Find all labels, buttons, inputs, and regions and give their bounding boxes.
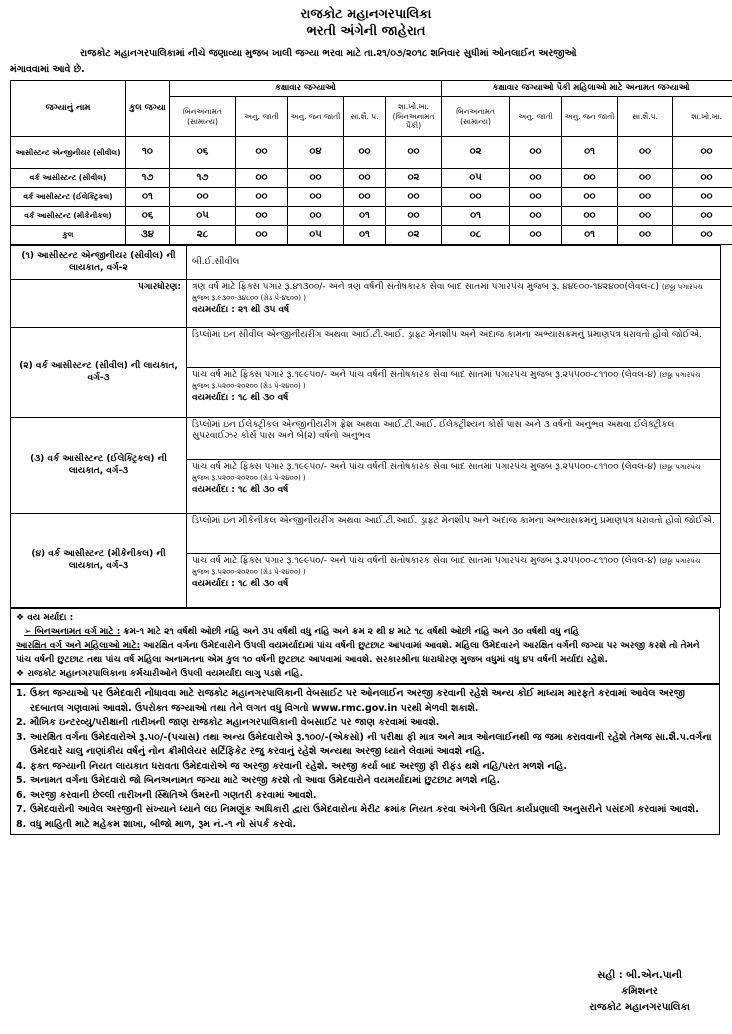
- count-cell: ૦૧: [562, 226, 618, 245]
- signature-designation: કમિશનર: [621, 986, 658, 997]
- group-1-header: કક્ષાવાર જગ્યાઓ: [170, 81, 442, 97]
- post-1-pay-note: (છઠ્ઠા પગારપંચ મુજબ રૂ.૯૩૦૦-૩૪૮૦૦ (ગ્રેડ પે-૪૬૦૦) ): [192, 283, 703, 303]
- note-item: [16, 789, 714, 804]
- count-cell: ૦૧: [344, 226, 386, 245]
- post-4-label: (૪) વર્ક આસીસ્ટન્ટ (મીકેનીકલ) ની લાયકાત, વર્ગ-૩: [11, 514, 187, 608]
- count-cell: ૦૮: [442, 226, 510, 245]
- sub-header: શા.ખો.ખા. (બિનઅનામત પૈકી): [386, 97, 442, 137]
- post-name-cell: વર્ક આસીસ્ટન્ટ (સીવીલ): [11, 169, 126, 188]
- title-line-1: રાજકોટ મહાનગરપાલિકા: [300, 7, 432, 22]
- col-total-header: કુલ જગ્યા: [126, 81, 170, 137]
- note-item: [16, 760, 714, 775]
- count-cell: ૦૨: [386, 169, 442, 188]
- note-item: [16, 731, 714, 760]
- count-cell: ૦૫: [170, 207, 236, 226]
- post-2-pay: [187, 368, 721, 418]
- intro-text: [10, 46, 722, 78]
- post-3-qualification: ડિપ્લોમાં ઇન ઈલેક્ટ્રીકલ એન્જીનીયરીંગ ફ્રેશ અથવા આઈ.ટી.આઈ. ઈલેક્ટ્રીશ્યન કોર્સ પાસ અને ૩ વર્ષનો અનુભવ અથવા ઈલેક્ટ્રીકલ સુપરવાઈઝર કોર્સ પાસ અને બે(૨) વર્ષનો અનુભવ: [187, 418, 721, 460]
- count-cell: ૦૦: [510, 169, 562, 188]
- count-cell: ૦૦: [442, 188, 510, 207]
- note-number: 2.: [16, 717, 27, 728]
- note-item: [16, 774, 714, 789]
- post-name-cell: વર્ક આસીસ્ટન્ટ (ઈલેક્ટ્રિકલ): [11, 188, 126, 207]
- count-cell: ૦૧: [344, 207, 386, 226]
- note-number: 1.: [16, 688, 27, 699]
- note-number: 3.: [16, 731, 27, 743]
- count-cell: ૦૦: [510, 137, 562, 169]
- note-text: વધુ માહિતી માટે મહેકમ શાખા, બીજો માળ, રૂમ નં.-૧ નો સંપર્ક કરવો.: [30, 818, 297, 830]
- total-cell: ૦૬: [126, 207, 170, 226]
- post-3-label: (૩) વર્ક આસીસ્ટન્ટ (ઈલેક્ટ્રિકલ) ની લાયકાત, વર્ગ-૩: [11, 418, 187, 514]
- count-cell: ૦૦: [236, 137, 288, 169]
- count-cell: ૦૦: [386, 207, 442, 226]
- count-cell: ૦૨: [386, 226, 442, 245]
- post-2-age: વયમર્યાદા : ૧૮ થી ૩૦ વર્ષ: [192, 392, 289, 403]
- post-4-qualification: ડિપ્લોમાં ઇન મીકેનીકલ એન્જીનીયરીંગ અથવા આઈ.ટી.આઈ. ડ્રાફ્ટ મેનશીપ અને અંદાજ કામના અભ્યાસક્રમનું પ્રમાણપત્ર ધરાવતો હોવો જોઈએ.: [187, 514, 721, 554]
- table-row: [11, 207, 732, 226]
- table-row: [11, 226, 732, 245]
- age-employee-note: ❖ રાજકોટ મહાનગરપાલિકાના કર્મચારીઓને ઉપલી વયમર્યાદા લાગુ પડશે નહિ.: [16, 669, 304, 679]
- pay-scale-label: પગારધોરણ:: [11, 280, 187, 328]
- qualification-table: [10, 245, 721, 608]
- intro-line-1: રાજકોટ મહાનગરપાલિકામાં નીચે જણાવ્યા મુજબ ખાલી જગ્યા ભરવા માટે તા.૨૧/૦૭/૨૦૧૮ શનિવાર સુધીમાં ઓનલાઈન અરજીઓ: [80, 48, 577, 59]
- count-cell: ૦૪: [288, 137, 344, 169]
- sub-header: સા.શૈ. પ.: [344, 97, 386, 137]
- general-notes: [10, 684, 720, 835]
- post-3-pay-text: પાંચ વર્ષ માટે ફિક્સ પગાર રૂ.૧૯૯૫૦/- અને પાંચ વર્ષની સંતોષકારક સેવા બાદ સાતમાં પગારપંચ મુજબ રૂ.૨૫૫૦૦-૮૧૧૦૦ (લેવલ-૪): [192, 462, 657, 472]
- note-text: ઉમેદવારોની આવેલ અરજીની સંખ્યાને ધ્યાને લઇ નિમણૂંક અધિકારી દ્વારા ઉમેદવારોના મેરીટ ક્રમાંક નિયત કરવા અંગેની ઉચિત કાર્યપ્રણાલી અનુસરીને પસંદગી કરવામાં આવશે.: [30, 804, 699, 815]
- count-cell: ૦૦: [618, 226, 673, 245]
- count-cell: ૦૦: [288, 188, 344, 207]
- age-limit-section: [10, 608, 720, 684]
- age-general-head: ➢ બિનઅનામત વર્ગ માટે :: [24, 627, 121, 637]
- post-4-pay-note: (છઠ્ઠા પગારપંચ મુજબ રૂ.૫૨૦૦-૨૦૨૦૦ (ગ્રેડ પે-૨૪૦૦) ): [192, 557, 701, 577]
- table-row: [11, 137, 732, 169]
- post-2-pay-text: પાંચ વર્ષ માટે ફિક્સ પગાર રૂ.૧૯૯૫૦/- અને પાંચ વર્ષની સંતોષકારક સેવા બાદ સાતમાં પગારપંચ મુજબ રૂ.૨૫૫૦૦-૮૧૧૦૦ (લેવલ-૪): [192, 370, 657, 380]
- count-cell: ૦૦: [288, 169, 344, 188]
- note-text: અરજી કરવાની છેલ્લી તારીખની સ્થિતિએ ઉમરની ગણતરી કરવામાં આવશે.: [30, 789, 317, 801]
- vacancy-table-body: [11, 137, 732, 245]
- count-cell: ૦૦: [344, 188, 386, 207]
- group-2-header: કક્ષાવાર જગ્યાઓ પૈકી મહિલાઓ માટે અનામત જગ્યાઓ: [442, 81, 732, 97]
- count-cell: ૦૦: [562, 207, 618, 226]
- note-number: 5.: [16, 775, 27, 786]
- title-line-2: ભરતી અંગેની જાહેરાત: [306, 24, 426, 39]
- count-cell: ૦૫: [442, 169, 510, 188]
- count-cell: ૦૦: [170, 188, 236, 207]
- count-cell: ૦૦: [344, 169, 386, 188]
- post-4-pay-text: પાંચ વર્ષ માટે ફિક્સ પગાર રૂ.૧૯૯૫૦/- અને પાંચ વર્ષની સંતોષકારક સેવા બાદ સાતમાં પગારપંચ મુજબ રૂ.૨૫૫૦૦-૮૧૧૦૦ (લેવલ-૪): [192, 556, 657, 566]
- note-number: 7.: [16, 804, 27, 815]
- count-cell: ૦૧: [562, 137, 618, 169]
- count-cell: ૦૧: [442, 207, 510, 226]
- post-1-pay-text: ત્રણ વર્ષ માટે ફિક્સ પગાર રૂ.૪૧૩૦૦/- અને ત્રણ વર્ષની સંતોષકારક સેવા બાદ સાતમાં પગારપંચ મુજબ રૂ. ૪૪૯૦૦-૧૪૨૪૦૦(લેવલ-૮): [192, 282, 659, 292]
- post-4-age: વયમર્યાદા : ૧૮ થી ૩૦ વર્ષ: [192, 578, 289, 589]
- count-cell: ૦૦: [236, 169, 288, 188]
- count-cell: ૦૬: [170, 137, 236, 169]
- signature-block: [589, 968, 690, 1016]
- note-text: અનામત વર્ગના ઉમેદવારો જો બિનઅનામત જગ્યા માટે અરજી કરશે તો આવા ઉમેદવારોને વયમર્યાદામાં છુટછાટ મળશે નહિ.: [30, 775, 501, 786]
- post-name-cell: આસીસ્ટન્ટ એન્જીનીયર (સીવીલ): [11, 137, 126, 169]
- post-2-label: (૨) વર્ક આસીસ્ટન્ટ (સીવીલ) ની લાયકાત, વર્ગ-૩: [11, 328, 187, 418]
- post-2-qualification: ડિપ્લોમાં ઇન સીવીલ એન્જીનીયરીંગ અથવા આઈ.ટી.આઈ. ડ્રાફ્ટ મેનશીપ અને અંદાજ કામના અભ્યાસક્રમનું પ્રમાણપત્ર ધરાવતો હોવો જોઈએ.: [187, 328, 721, 368]
- age-reserved-head: આરક્ષિત વર્ગ અને મહિલાઓ માટે:: [16, 641, 141, 651]
- sub-header: સા.શૈ.પ.: [618, 97, 673, 137]
- count-cell: ૦૦: [562, 188, 618, 207]
- note-number: 4.: [16, 760, 27, 772]
- count-cell: ૦૦: [386, 188, 442, 207]
- count-cell: ૦૦: [673, 226, 732, 245]
- count-cell: ૦૦: [618, 169, 673, 188]
- post-1-label: (૧) આસીસ્ટન્ટ એન્જીનીયર (સીવીલ) ની લાયકાત, વર્ગ-૨: [11, 246, 187, 280]
- post-3-age: વયમર્યાદા : ૧૮ થી ૩૦ વર્ષ: [192, 484, 289, 495]
- post-2-pay-note: (છઠ્ઠા પગારપંચ મુજબ રૂ.૫૨૦૦-૨૦૨૦૦ (ગ્રેડ પે-૨૪૦૦) ): [192, 371, 701, 391]
- signature-name: સહી : બી.એન.પાની: [597, 970, 682, 981]
- table-header-row: [11, 81, 732, 97]
- age-general-text: ક્રમ-૧ માટે ૨૧ વર્ષથી ઓછી નહિ અને ૩૫ વર્ષથી વધુ નહિ અને ક્રમ ૨ થી ૪ માટે ૧૮ વર્ષથી ઓછી નહિ અને ૩૦ વર્ષથી વધુ નહિ: [123, 627, 580, 637]
- post-3-pay: [187, 460, 721, 514]
- page-title: [10, 6, 722, 40]
- note-item: [16, 687, 714, 716]
- total-cell: ૧૭: [126, 169, 170, 188]
- age-reserved: [16, 639, 714, 667]
- post-1-age: વયમર્યાદા : ૨૧ થી ૩૫ વર્ષ: [192, 304, 290, 315]
- total-cell: ૩૪: [126, 226, 170, 245]
- intro-line-2: મંગાવવામાં આવે છે.: [10, 64, 85, 75]
- age-limit-heading: ❖ વય મર્યાદા :: [16, 613, 74, 623]
- count-cell: ૧૭: [170, 169, 236, 188]
- signature-organization: રાજકોટ મહાનગરપાલિકા: [589, 1002, 690, 1013]
- note-item: [16, 818, 714, 833]
- count-cell: ૦૦: [386, 137, 442, 169]
- sub-header: બિનઅનામત (સામાન્ય): [170, 97, 236, 137]
- count-cell: ૦૦: [510, 188, 562, 207]
- sub-header: શા.ખો.ખા.: [673, 97, 732, 137]
- count-cell: ૦૦: [673, 169, 732, 188]
- count-cell: ૦૦: [618, 137, 673, 169]
- age-reserved-text: આરક્ષિત વર્ગના ઉમેદવારોને ઉપલી વયમર્યાદામાં પાંચ વર્ષની છુટછાટ આપવામાં આવશે. મહિલા ઉમેદવારને આરક્ષિત વર્ગની જગ્યા પર અરજી કરશે તો તેમને પાંચ વર્ષની છુટછાટ તથા પાંચ વર્ષ મહિલા અનામતના એમ કુલ ૧૦ વર્ષની છુટછાટ આપવામાં આવશે. સરકારશ્રીના ધારાધોરણ મુજબ વધુમાં વધુ ૪૫ વર્ષની મર્યાદા રહેશે.: [16, 641, 700, 665]
- count-cell: ૦૦: [562, 169, 618, 188]
- post-3-pay-note: (છઠ્ઠા પગારપંચ મુજબ રૂ.૫૨૦૦-૨૦૨૦૦ (ગ્રેડ પે-૨૪૦૦) ): [192, 463, 701, 483]
- note-text: ઉક્ત જગ્યાઓ પર ઉમેદવારી નોંધાવવા માટે રાજકોટ મહાનગરપાલિકાની વેબસાઈટ પર ઓનલાઈન અરજી કરવાની રહેશે અન્ય કોઈ માધ્યમ મારફતે કરવામાં આવેલ અરજી રદબાતલ ગણવામાં આવશે. ઉપરોક્ત જગ્યાઓ તથા તેને લગત વધુ વિગતો www.rmc.gov.in પરથી મેળવી શકાશે.: [30, 688, 685, 714]
- count-cell: ૦૦: [236, 207, 288, 226]
- sub-header: અનુ. જાતી: [236, 97, 288, 137]
- sub-header: અનુ. જન જાતી: [288, 97, 344, 137]
- count-cell: ૦૨: [442, 137, 510, 169]
- post-1-pay: [187, 280, 721, 328]
- total-cell: ૦૧: [126, 188, 170, 207]
- count-cell: ૦૦: [510, 207, 562, 226]
- note-number: 8.: [16, 818, 27, 830]
- count-cell: ૦૦: [288, 207, 344, 226]
- count-cell: ૦૦: [673, 207, 732, 226]
- post-name-cell: કુલ: [11, 226, 126, 245]
- count-cell: ૨૮: [170, 226, 236, 245]
- table-row: [11, 188, 732, 207]
- post-1-qualification: બી.ઈ.સીવીલ: [187, 246, 721, 280]
- count-cell: ૦૦: [673, 137, 732, 169]
- note-item: [16, 716, 714, 731]
- post-4-pay: [187, 554, 721, 608]
- col-post-header: જગ્યાનું નામ: [11, 81, 126, 137]
- age-general: [16, 625, 714, 639]
- note-text: ફક્ત જગ્યાની નિયત લાયકાત ધરાવતા ઉમેદવારોએ જ અરજી કરવાની રહેશે. અરજી કર્યા બાદ અરજી ફી રીફંડ થશે નહિ/પરત મળશે નહિ.: [30, 760, 568, 772]
- note-item: [16, 803, 714, 818]
- count-cell: ૦૦: [618, 207, 673, 226]
- note-text: મૌખિક ઇન્ટરવ્યુ/પરીક્ષાની તારીખની જાણ રાજકોટ મહાનગરપાલિકાની વેબસાઈટ પર જાણ કરવામાં આવશે.: [30, 717, 440, 728]
- sub-header: અનુ. જન જાતી: [562, 97, 618, 137]
- table-row: [11, 169, 732, 188]
- count-cell: ૦૦: [344, 137, 386, 169]
- count-cell: ૦૦: [618, 188, 673, 207]
- total-cell: ૧૦: [126, 137, 170, 169]
- note-text: આરક્ષિત વર્ગના ઉમેદવારોએ રૂ.૫૦/-(પચાસ) તથા અન્ય ઉમેદવારોએ રૂ.૧૦૦/-(એકસો) ની પરીક્ષા ફી માત્ર અને માત્ર ઓનલાઈનથી જ જમા કરાવવાની રહેશે તેમજ સા.શૈ.પ.વર્ગના ઉમેદવારે ચાલુ નાણાંકીય વર્ષનું નોન ક્રીમીલેયર સર્ટિફિકેટ રજુ કરવાનું રહેશે અન્યથા અરજી ધ્યાને લેવામાં આવશે નહિ.: [30, 731, 712, 757]
- count-cell: ૦૦: [236, 188, 288, 207]
- sub-header: અનુ. જાતી: [510, 97, 562, 137]
- count-cell: ૦૦: [510, 226, 562, 245]
- count-cell: ૦૫: [288, 226, 344, 245]
- count-cell: ૦૦: [673, 188, 732, 207]
- post-name-cell: વર્ક આસીસ્ટન્ટ (મીકેનીકલ): [11, 207, 126, 226]
- count-cell: ૦૦: [236, 226, 288, 245]
- sub-header: બિનઅનામત (સામાન્ય): [442, 97, 510, 137]
- note-number: 6.: [16, 789, 27, 801]
- vacancy-table: [10, 80, 732, 245]
